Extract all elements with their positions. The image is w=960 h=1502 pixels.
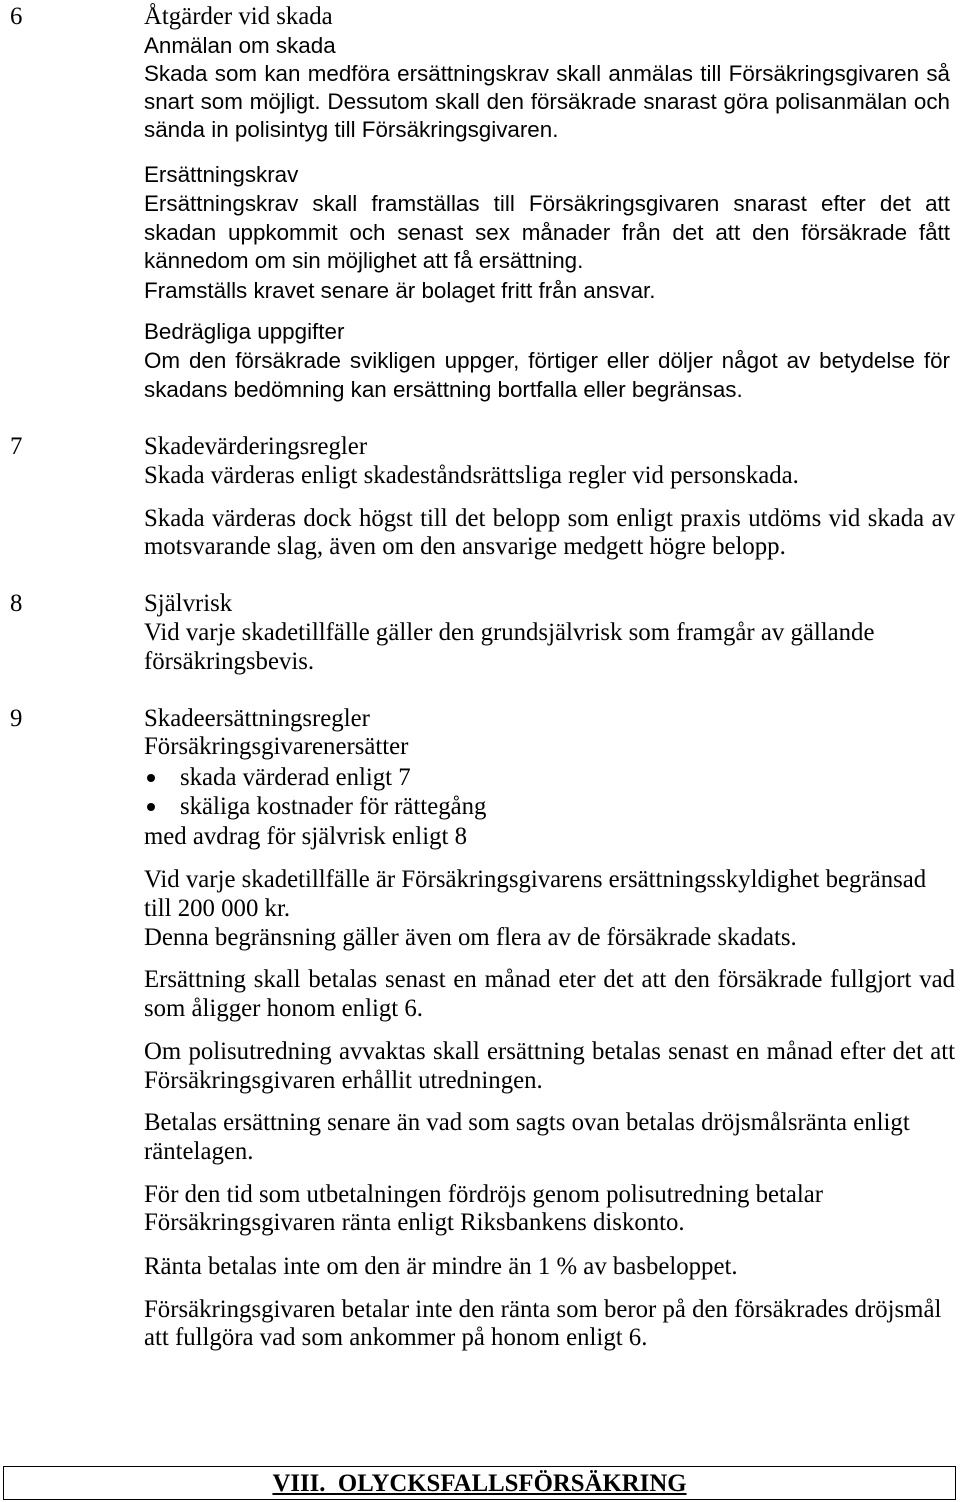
paragraph-line: sända in polisintyg till Försäkringsgivaren. [144,117,559,142]
paragraph-line: Försäkringsgivarenersätter [144,733,409,760]
section-title: Självrisk [144,590,233,617]
paragraph-line: med avdrag för självrisk enligt 8 [144,823,467,850]
paragraph-line: Denna begränsning gäller även om flera av de försäkrade skadats. [144,924,797,951]
paragraph-line: Om den försäkrade svikligen uppger, förtiger eller döljer något av betydelse för [144,348,950,373]
paragraph-line: som åligger honom enligt 6. [144,995,423,1022]
paragraph-line: försäkringsbevis. [144,648,315,675]
paragraph-line: skadan uppkommit och senast sex månader från det att den försäkrade fått [144,220,950,245]
section-number: 8 [10,590,23,617]
section-number: 7 [10,433,23,460]
paragraph-line: Försäkringsgivaren erhållit utredningen. [144,1067,543,1094]
subsection-heading: Bedrägliga uppgifter [144,319,345,344]
section-title: Skadeersättningsregler [144,705,370,732]
paragraph-line: Försäkringsgivaren betalar inte den ränta som beror på den försäkrades dröjsmål [144,1296,942,1323]
subsection-heading: Ersättningskrav [144,162,299,187]
paragraph-line: till 200 000 kr. [144,895,291,922]
paragraph-line: Vid varje skadetillfälle är Försäkringsgivarens ersättningsskyldighet begränsad [144,866,927,893]
paragraph-line: Framställs kravet senare är bolaget fritt från ansvar. [144,278,656,303]
paragraph-line: räntelagen. [144,1138,254,1165]
bullet-icon [147,774,155,782]
paragraph-line: Försäkringsgivaren ränta enligt Riksbankens diskonto. [144,1209,685,1236]
paragraph-line: För den tid som utbetalningen fördröjs genom polisutredning betalar [144,1181,824,1208]
paragraph-line: Skada värderas enligt skadeståndsrättsliga regler vid personskada. [144,462,799,489]
chapter-heading: VIII. OLYCKSFALLSFÖRSÄKRING [272,1470,687,1497]
list-item-text: skada värderad enligt 7 [180,764,411,791]
paragraph-line: Betalas ersättning senare än vad som sagts ovan betalas dröjsmålsränta enligt [144,1109,910,1136]
paragraph-line: Vid varje skadetillfälle gäller den grundsjälvrisk som framgår av gällande [144,619,875,646]
bullet-icon [147,803,155,811]
paragraph-line: motsvarande slag, även om den ansvarige medgett högre belopp. [144,533,786,560]
section-title: Åtgärder vid skada [144,3,333,30]
paragraph-line: Ränta betalas inte om den är mindre än 1 % av basbeloppet. [144,1253,738,1280]
paragraph-line: Ersättning skall betalas senast en månad eter det att den försäkrade fullgjort vad [144,966,955,993]
paragraph-line: Skada som kan medföra ersättningskrav skall anmälas till Försäkringsgivaren så [144,61,950,86]
paragraph-line: kännedom om sin möjlighet att få ersättning. [144,248,584,273]
paragraph-line: skadans bedömning kan ersättning bortfalla eller begränsas. [144,377,743,402]
section-title: Skadevärderingsregler [144,433,368,460]
paragraph-line: Skada värderas dock högst till det belopp som enligt praxis utdöms vid skada av [144,505,955,532]
paragraph-line: snart som möjligt. Dessutom skall den försäkrade snarast göra polisanmälan och [144,89,950,114]
subsection-heading: Anmälan om skada [144,33,336,58]
paragraph-line: Ersättningskrav skall framställas till Försäkringsgivaren snarast efter det att [144,191,950,216]
paragraph-line: att fullgöra vad som ankommer på honom enligt 6. [144,1324,648,1351]
section-number: 9 [10,705,23,732]
paragraph-line: Om polisutredning avvaktas skall ersättning betalas senast en månad efter det att [144,1038,955,1065]
section-number: 6 [10,3,23,30]
chapter-heading-box [3,1466,956,1500]
list-item-text: skäliga kostnader för rättegång [180,793,487,820]
